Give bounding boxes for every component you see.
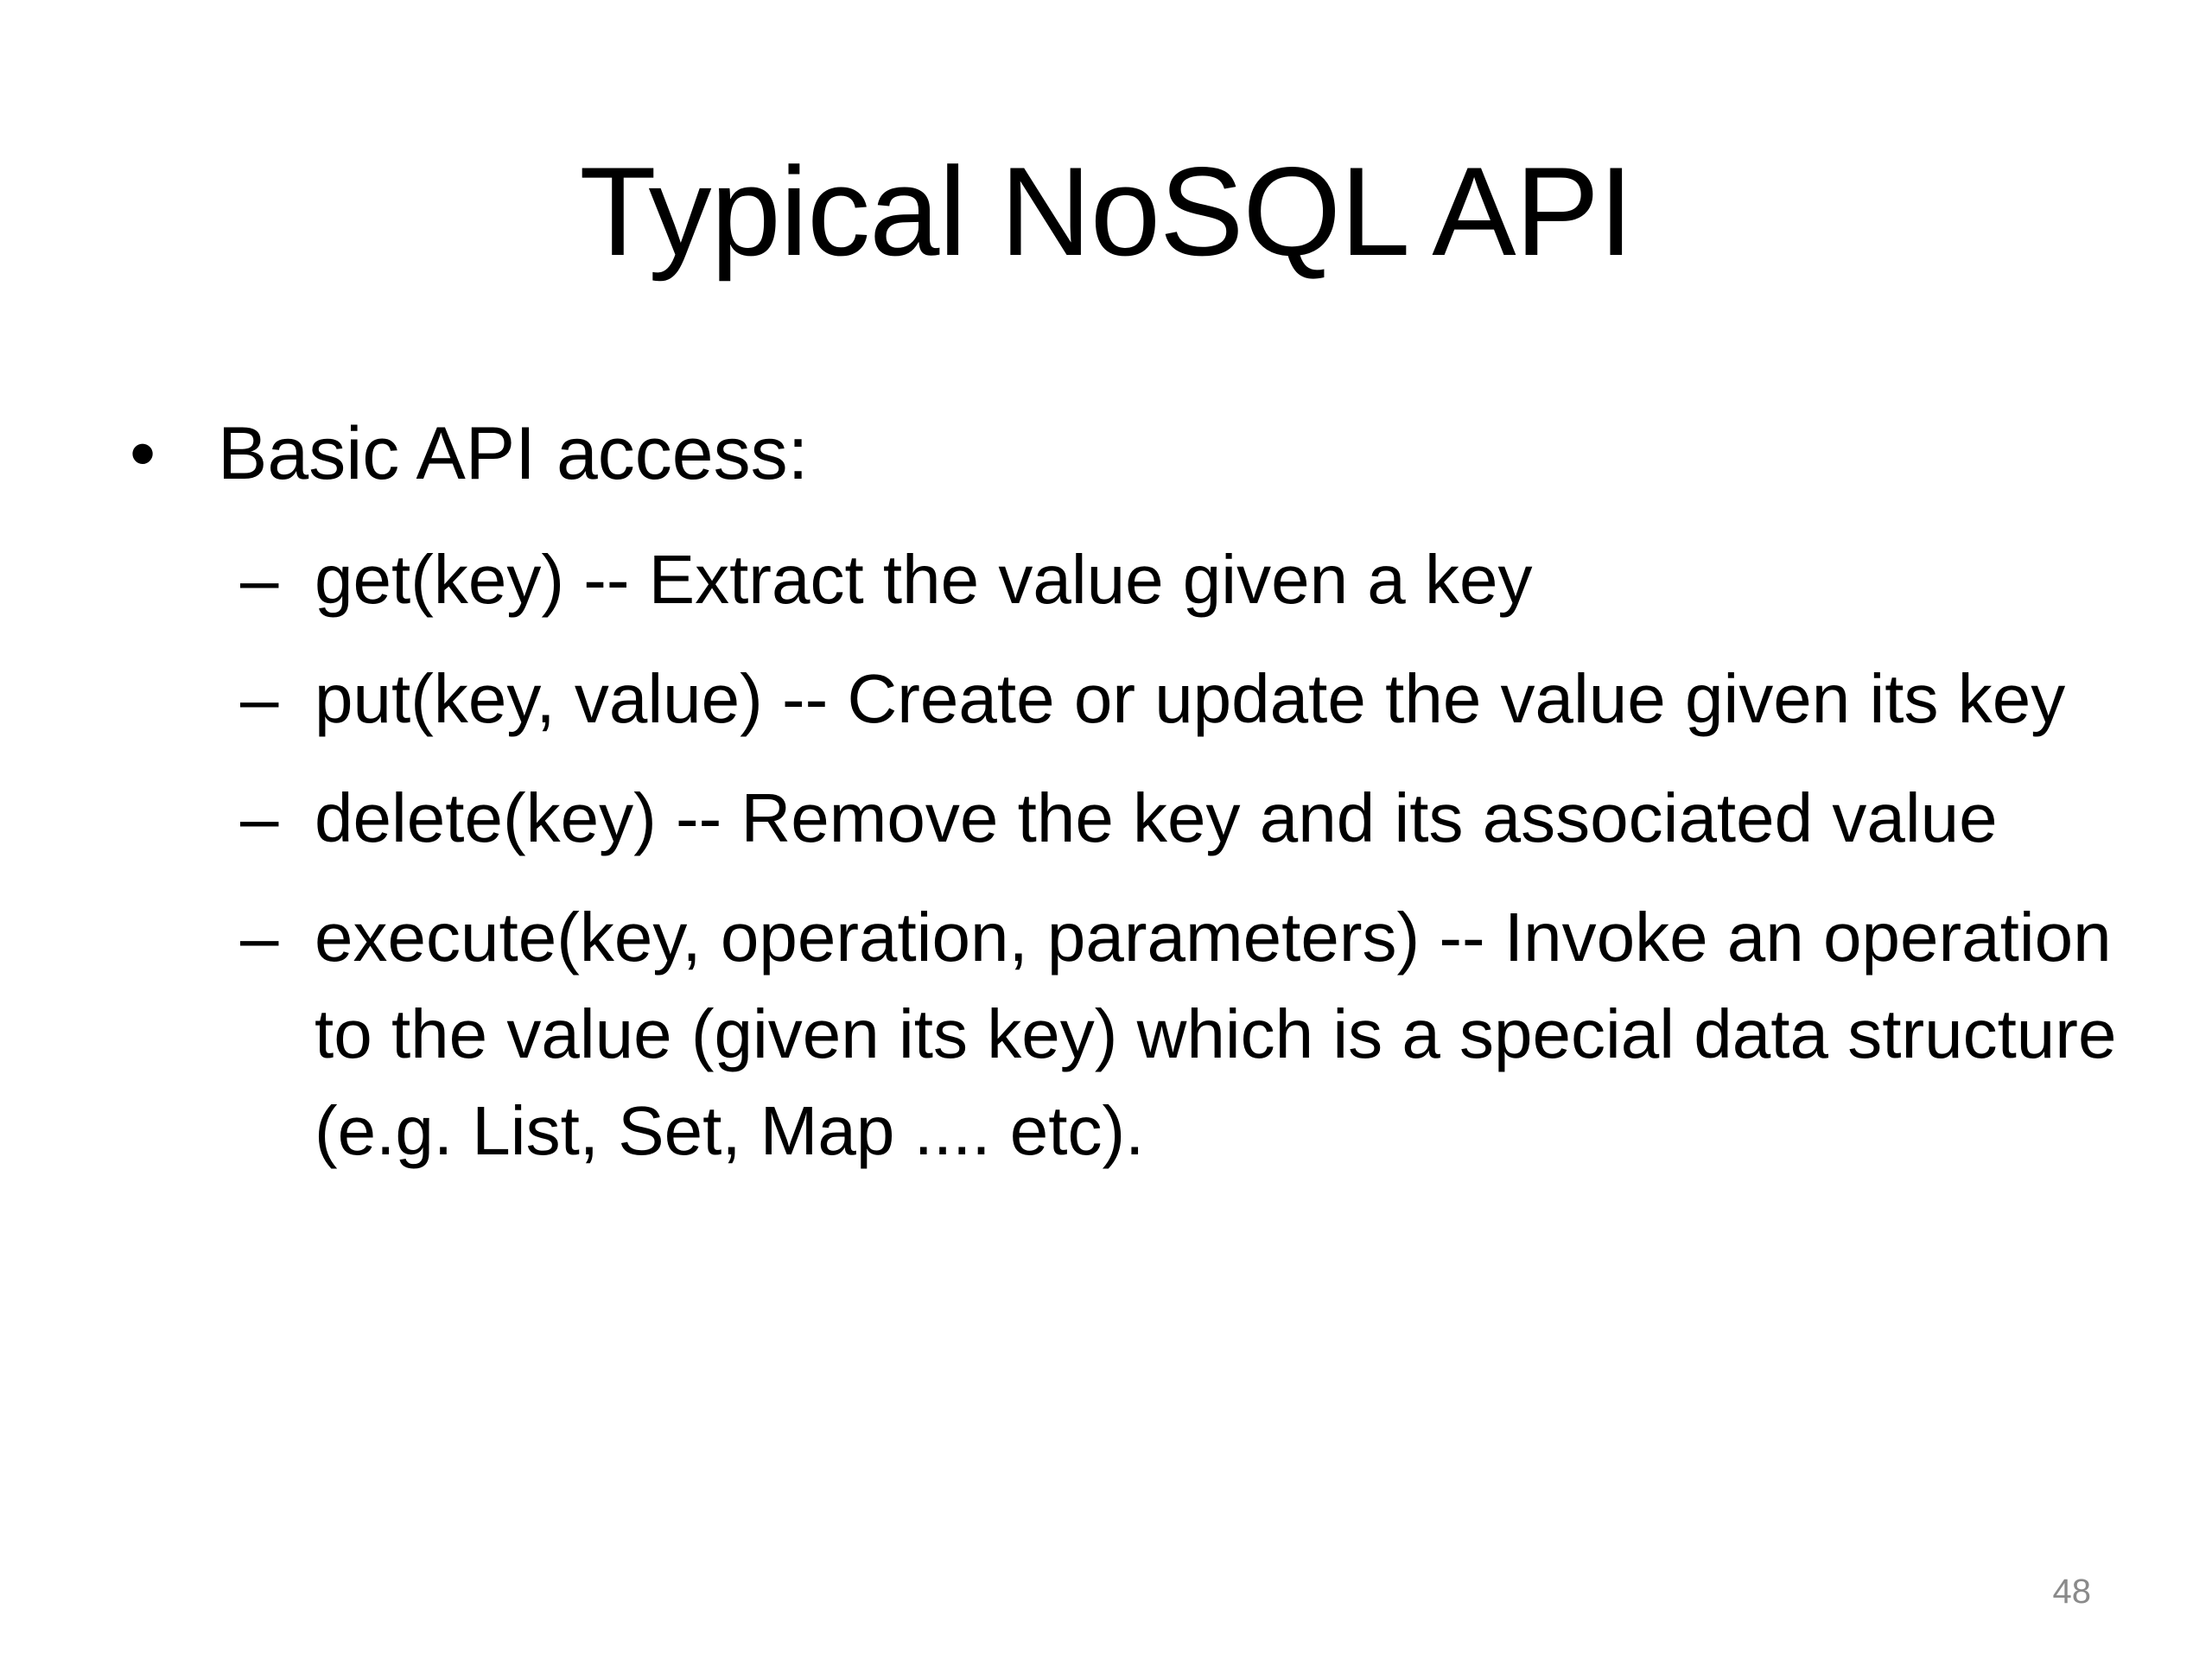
bullet-text: Basic API access:	[218, 412, 809, 495]
sub-bullet-text: put(key, value) -- Create or update the value given its key	[315, 660, 2066, 737]
sub-bullet-item-delete	[240, 770, 2141, 867]
dash-marker: –	[240, 899, 279, 976]
sub-bullet-item-put	[240, 651, 2141, 747]
sub-bullet-text: delete(key) -- Remove the key and its associated value	[315, 779, 1998, 856]
bullet-marker: •	[130, 412, 156, 495]
dash-marker: –	[240, 541, 279, 618]
sub-bullet-item-execute	[240, 889, 2141, 1179]
page-number: 48	[2052, 1573, 2091, 1611]
sub-bullet-list	[240, 531, 2141, 1202]
bullet-item	[130, 406, 809, 501]
dash-marker: –	[240, 660, 279, 737]
sub-bullet-item-get	[240, 531, 2141, 628]
sub-bullet-text: get(key) -- Extract the value given a key	[315, 541, 1533, 618]
sub-bullet-text: execute(key, operation, parameters) -- Invoke an operation to the value (given its key) which is a special data structure (e.g. List, Set, Map .... etc).	[315, 899, 2117, 1169]
dash-marker: –	[240, 779, 279, 856]
slide-title: Typical NoSQL API	[579, 141, 1633, 282]
